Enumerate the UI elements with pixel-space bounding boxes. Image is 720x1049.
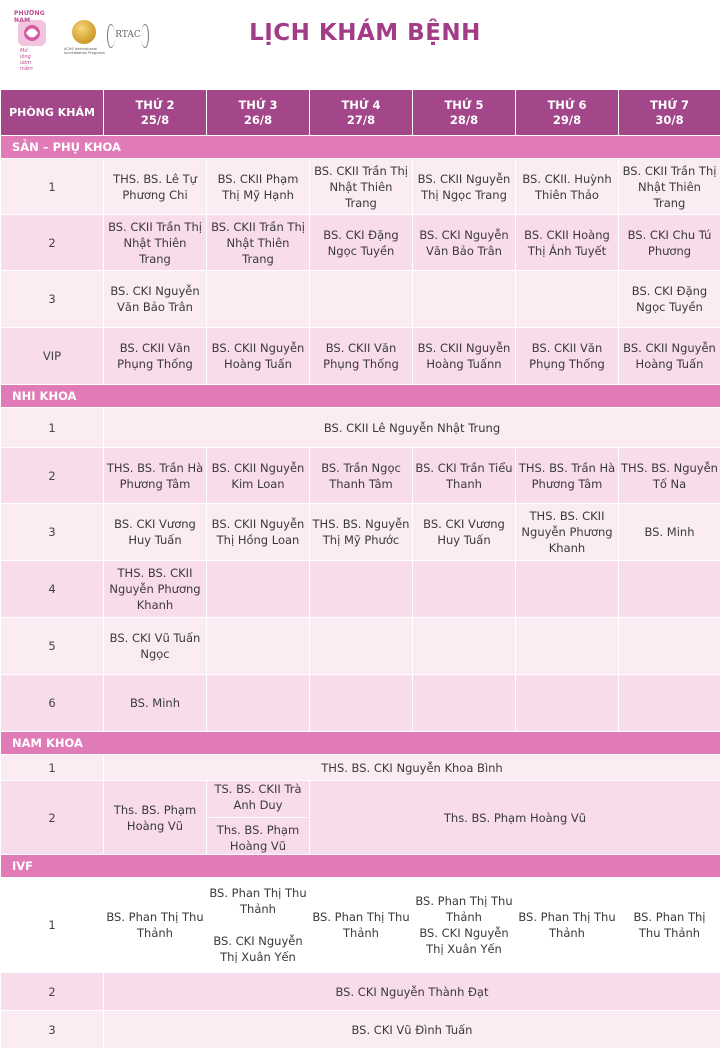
schedule-cell: BS. CKII Văn Phụng Thống (516, 328, 619, 385)
schedule-cell: BS. CKI Trần Tiểu Thanh (413, 448, 516, 504)
schedule-cell: THS. BS. Nguyễn Tố Na (619, 448, 720, 504)
schedule-subcell: TS. BS. CKII Trà Anh Duy (209, 781, 307, 818)
room-cell: 2 (1, 448, 104, 504)
schedule-cell (413, 271, 516, 328)
section-row (1, 855, 720, 878)
schedule-cell: BS. CKII Văn Phụng Thống (104, 328, 207, 385)
schedule-cell: BS. CKI Vũ Đình Tuấn (104, 1011, 720, 1049)
col-header-room: PHÒNG KHÁM (1, 90, 104, 136)
schedule-cell: BS. Phan Thị Thu Thảnh (104, 878, 207, 973)
schedule-cell: BS. CKII Nguyễn Thị Ngọc Trang (413, 159, 516, 215)
room-cell: VIP (1, 328, 104, 385)
section-title: IVF (1, 855, 720, 878)
schedule-cell: Ths. BS. Phạm Hoàng Vũ (104, 781, 207, 855)
schedule-subcell: BS. CKI Nguyễn Thị Xuân Yến (213, 934, 302, 964)
schedule-cell: THS. BS. Trần Hà Phương Tâm (516, 448, 619, 504)
table-row (1, 675, 720, 732)
schedule-cell (207, 675, 310, 732)
schedule-cell: BS. CKII Lê Nguyễn Nhật Trung (104, 408, 720, 448)
schedule-cell (516, 675, 619, 732)
schedule-cell: BS. CKI Nguyễn Thành Đạt (104, 973, 720, 1011)
schedule-cell: THS. BS. Nguyễn Thị Mỹ Phước (310, 504, 413, 561)
schedule-cell: BS. CKII Trần Thị Nhật Thiên Trang (104, 215, 207, 271)
schedule-cell: BS. Phan Thị Thu Thảnh (516, 878, 619, 973)
day-date: 30/8 (655, 113, 683, 127)
schedule-cell: BS. Phan Thị Thu Thảnh (619, 878, 720, 973)
schedule-cell: THS. BS. CKII Nguyễn Phương Khanh (104, 561, 207, 618)
table-row (1, 448, 720, 504)
schedule-cell: BS. CKI Vũ Tuấn Ngọc (104, 618, 207, 675)
schedule-cell: BS. CKI Nguyễn Văn Bảo Trân (413, 215, 516, 271)
section-row (1, 136, 720, 159)
schedule-cell: BS. Phan Thị Thu Thảnh (310, 878, 413, 973)
schedule-cell: THS. BS. Trần Hà Phương Tâm (104, 448, 207, 504)
schedule-cell: BS. CKII Nguyễn Thị Hồng Loan (207, 504, 310, 561)
schedule-cell (310, 561, 413, 618)
table-header-row (1, 90, 720, 136)
schedule-cell: Ths. BS. Phạm Hoàng Vũ (310, 781, 720, 855)
day-name: THỨ 6 (547, 98, 586, 112)
section-row (1, 732, 720, 755)
schedule-cell: BS. CKII Phạm Thị Mỹ Hạnh (207, 159, 310, 215)
rtac-logo: RTAC (108, 26, 148, 44)
table-row (1, 271, 720, 328)
schedule-cell: BS. Minh (104, 675, 207, 732)
table-row (1, 1011, 720, 1049)
schedule-cell (516, 618, 619, 675)
schedule-cell (310, 675, 413, 732)
day-name: THỨ 2 (135, 98, 174, 112)
schedule-cell (516, 271, 619, 328)
schedule-cell (413, 675, 516, 732)
schedule-cell: BS. Trần Ngọc Thanh Tâm (310, 448, 413, 504)
schedule-cell: THS. BS. CKI Nguyễn Khoa Bình (104, 755, 720, 781)
schedule-cell-split (413, 878, 516, 973)
table-row (1, 755, 720, 781)
day-name: THỨ 4 (341, 98, 380, 112)
schedule-cell: BS. CKII Nguyễn Hoàng Tuấnn (413, 328, 516, 385)
day-name: THỨ 3 (238, 98, 277, 112)
section-title: SẢN – PHỤ KHOA (1, 136, 720, 159)
room-cell: 3 (1, 1011, 104, 1049)
col-header-day (104, 90, 207, 136)
day-date: 27/8 (347, 113, 375, 127)
schedule-cell: BS. CKI Đặng Ngọc Tuyền (619, 271, 720, 328)
schedule-table (0, 89, 720, 1049)
section-row (1, 385, 720, 408)
room-cell: 1 (1, 755, 104, 781)
day-date: 28/8 (450, 113, 478, 127)
page-title: LỊCH KHÁM BỆNH (0, 20, 720, 46)
schedule-cell (413, 618, 516, 675)
room-cell: 1 (1, 159, 104, 215)
room-cell: 3 (1, 271, 104, 328)
col-header-day (516, 90, 619, 136)
room-cell: 1 (1, 878, 104, 973)
table-row (1, 328, 720, 385)
section-title: NHI KHOA (1, 385, 720, 408)
room-cell: 3 (1, 504, 104, 561)
schedule-cell: THS. BS. Lê Tự Phương Chi (104, 159, 207, 215)
schedule-subcell: BS. Phan Thị Thu Thảnh (209, 886, 306, 916)
room-cell: 2 (1, 973, 104, 1011)
day-date: 25/8 (141, 113, 169, 127)
schedule-cell (310, 271, 413, 328)
col-header-day (619, 90, 720, 136)
section-title: NAM KHOA (1, 732, 720, 755)
schedule-cell (413, 561, 516, 618)
schedule-subcell: BS. Phan Thị Thu Thảnh (415, 894, 512, 924)
schedule-cell: BS. CKII Hoàng Thị Ánh Tuyết (516, 215, 619, 271)
schedule-cell: BS. CKI Nguyễn Văn Bảo Trân (104, 271, 207, 328)
schedule-cell-split (207, 781, 310, 855)
schedule-cell (619, 561, 720, 618)
schedule-cell: THS. BS. CKII Nguyễn Phương Khanh (516, 504, 619, 561)
table-row (1, 159, 720, 215)
col-header-day (310, 90, 413, 136)
table-row (1, 878, 720, 973)
table-row (1, 215, 720, 271)
schedule-cell (207, 618, 310, 675)
schedule-cell: BS. CKII Nguyễn Hoàng Tuấn (207, 328, 310, 385)
schedule-cell: BS. CKII Nguyễn Hoàng Tuấn (619, 328, 720, 385)
table-row (1, 561, 720, 618)
brand-name: PHƯƠNG NAM (14, 10, 45, 24)
day-name: THỨ 7 (650, 98, 689, 112)
schedule-cell (516, 561, 619, 618)
schedule-subcell: Ths. BS. Phạm Hoàng Vũ (209, 818, 307, 854)
schedule-cell: BS. CKI Vương Huy Tuấn (413, 504, 516, 561)
room-cell: 6 (1, 675, 104, 732)
room-cell: 4 (1, 561, 104, 618)
schedule-cell: BS. Minh (619, 504, 720, 561)
spacer (209, 917, 307, 933)
day-name: THỨ 5 (444, 98, 483, 112)
col-header-day (413, 90, 516, 136)
day-date: 29/8 (553, 113, 581, 127)
schedule-cell: BS. CKII Trần Thị Nhật Thiên Trang (619, 159, 720, 215)
table-row (1, 781, 720, 855)
schedule-cell (207, 561, 310, 618)
room-cell: 5 (1, 618, 104, 675)
col-header-day (207, 90, 310, 136)
table-row (1, 973, 720, 1011)
page-header (0, 0, 720, 89)
schedule-cell: BS. CKII Trần Thị Nhật Thiên Trang (310, 159, 413, 215)
day-date: 26/8 (244, 113, 272, 127)
schedule-subcell: BS. CKI Nguyễn Thị Xuân Yến (419, 926, 508, 956)
accreditation-text: ACHS International Accreditation Programs (64, 47, 108, 55)
brand-tagline: Mở lòng ươm mầm (20, 48, 33, 72)
room-cell: 2 (1, 781, 104, 855)
room-cell: 2 (1, 215, 104, 271)
room-cell: 1 (1, 408, 104, 448)
schedule-cell: BS. CKI Vương Huy Tuấn (104, 504, 207, 561)
schedule-cell (310, 618, 413, 675)
schedule-cell: BS. CKI Chu Tú Phương (619, 215, 720, 271)
schedule-cell: BS. CKII Nguyễn Kim Loan (207, 448, 310, 504)
schedule-cell: BS. CKII. Huỳnh Thiên Thảo (516, 159, 619, 215)
table-row (1, 408, 720, 448)
table-row (1, 504, 720, 561)
schedule-cell: BS. CKII Văn Phụng Thống (310, 328, 413, 385)
schedule-cell (619, 618, 720, 675)
schedule-cell (207, 271, 310, 328)
schedule-cell-split (207, 878, 310, 973)
table-row (1, 618, 720, 675)
schedule-cell: BS. CKII Trần Thị Nhật Thiên Trang (207, 215, 310, 271)
schedule-cell (619, 675, 720, 732)
schedule-cell: BS. CKI Đặng Ngọc Tuyền (310, 215, 413, 271)
